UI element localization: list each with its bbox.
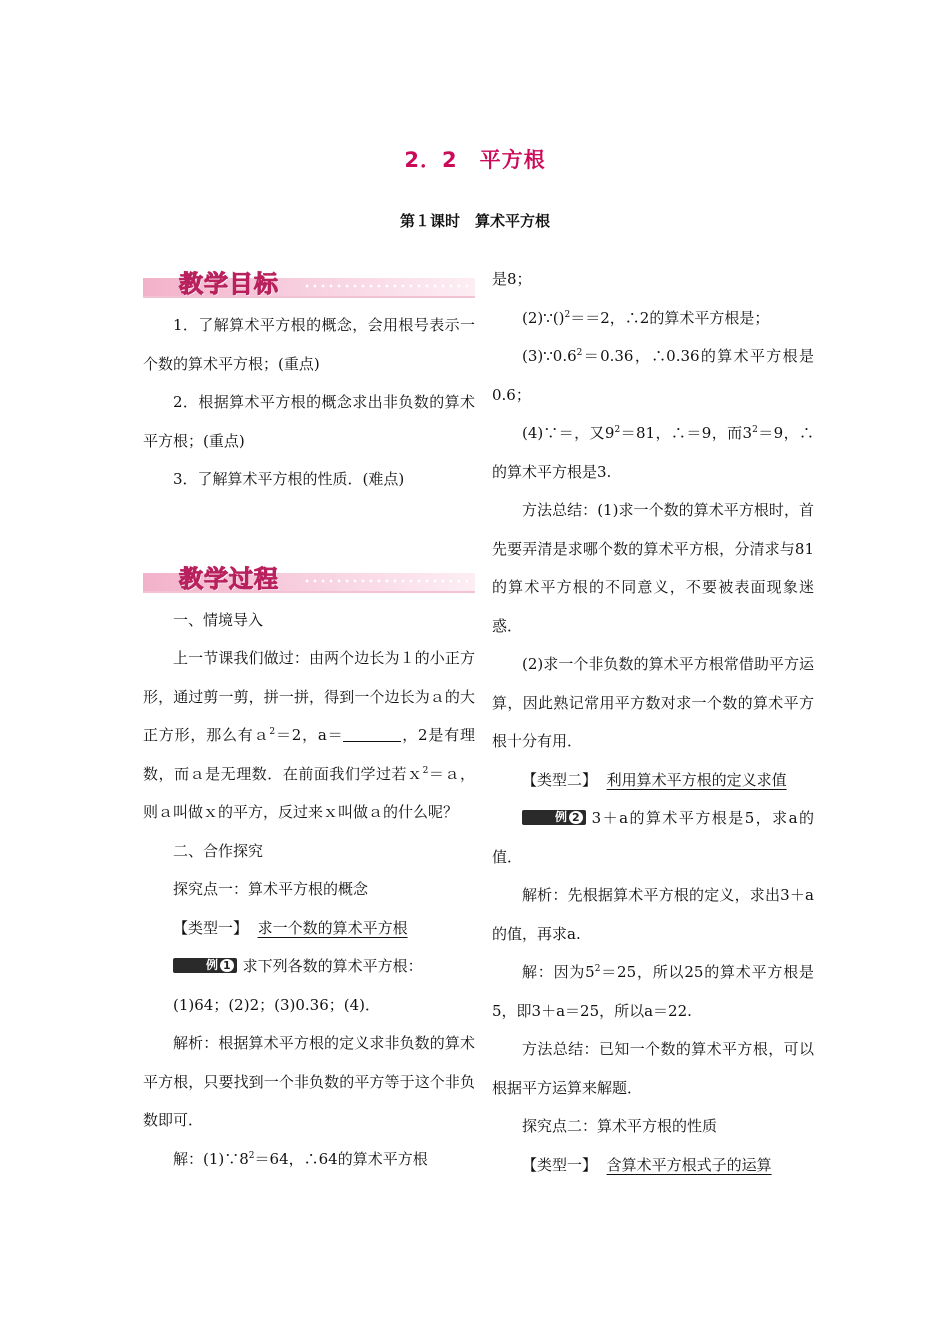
type-heading: 【类型二】 利用算术平方根的定义求值 (522, 770, 787, 789)
teaching-goals-banner (143, 264, 475, 300)
answer-blank (343, 727, 401, 742)
goal-item: 2．根据算术平方根的概念求出非负数的算术平方根；(重点) (143, 393, 475, 450)
left-column (143, 262, 475, 1178)
solution: 解：$(1)\because 8^2=64$，∴64的算术平方根 (173, 1149, 428, 1168)
example-2: 例 2 3＋a的算术平方根是5，求a的值． (492, 809, 814, 866)
page-title: 2．2 平方根 (404, 148, 546, 172)
solution-cont: 是8； (492, 270, 532, 288)
solution-step: $(3)\because 0.6^2=0.36$，∴0.36的算术平方根是0.6； (492, 347, 814, 404)
analysis: 解析：根据算术平方根的定义求非负数的算术平方根，只要找到一个非负数的平方等于这个非负数即可． (143, 1034, 475, 1129)
example-badge: 例 1 (173, 958, 237, 973)
solution-step: (2)∵()$^2$＝＝2，∴2的算术平方根是； (522, 308, 770, 327)
method-summary: (2)求一个非负数的算术平方根常借助平方运算，因此熟记常用平方数对求一个数的算术平方根十分有用． (492, 655, 814, 750)
banner-label: 教学目标 (179, 270, 279, 298)
solution-step: (4)∵＝，又$9^2=81$，∴＝9，而$3^2=9$，∴的算术平方根是3. (492, 424, 815, 481)
example-badge: 例 2 (522, 810, 586, 825)
analysis: 解析：先根据算术平方根的定义，求出3＋a的值，再求a. (492, 886, 814, 943)
goal-item: 3．了解算术平方根的性质．(难点) (173, 470, 405, 488)
teaching-process-banner (143, 559, 475, 595)
right-column (492, 262, 814, 1184)
type-heading: 【类型一】 含算术平方根式子的运算 (522, 1155, 772, 1174)
example-items: (1)64；(2)2；(3)0.36；(4)． (173, 995, 381, 1014)
solution: 解：因为$5^2=25$，所以25的算术平方根是5，即3＋a＝25，所以a＝22. (492, 963, 814, 1020)
explore-point: 探究点二：算术平方根的性质 (522, 1117, 718, 1135)
type-heading: 【类型一】 求一个数的算术平方根 (173, 918, 408, 937)
lesson-subtitle: 第１课时 算术平方根 (399, 212, 550, 230)
method-summary: 方法总结：(1)求一个数的算术平方根时，首先要弄清是求哪个数的算术平方根，分清求与81的算术平方根的不同意义，不要被表面现象迷惑． (492, 501, 814, 635)
goal-item: 1．了解算术平方根的概念，会用根号表示一个数的算术平方根；(重点) (143, 316, 475, 373)
explore-point: 探究点一：算术平方根的概念 (173, 880, 369, 898)
method-summary: 方法总结：已知一个数的算术平方根，可以根据平方运算来解题． (492, 1040, 814, 1097)
banner-label: 教学过程 (179, 564, 279, 593)
section-heading: 二、合作探究 (173, 841, 264, 860)
intro-paragraph: 上一节课我们做过：由两个边长为１的小正方形，通过剪一剪，拼一拼，得到一个边长为ａ的大正方形，那么有ａ$^2$＝2，a＝ ，2是有理数，而ａ是无理数．在前面我们学过若ｘ$^2$＝ａ，则ａ叫做ｘ的平方，反过来ｘ叫做ａ的什么呢？ (143, 649, 475, 821)
example-1: 例 1 求下列各数的算术平方根： (143, 947, 475, 986)
section-heading: 一、情境导入 (173, 610, 264, 629)
